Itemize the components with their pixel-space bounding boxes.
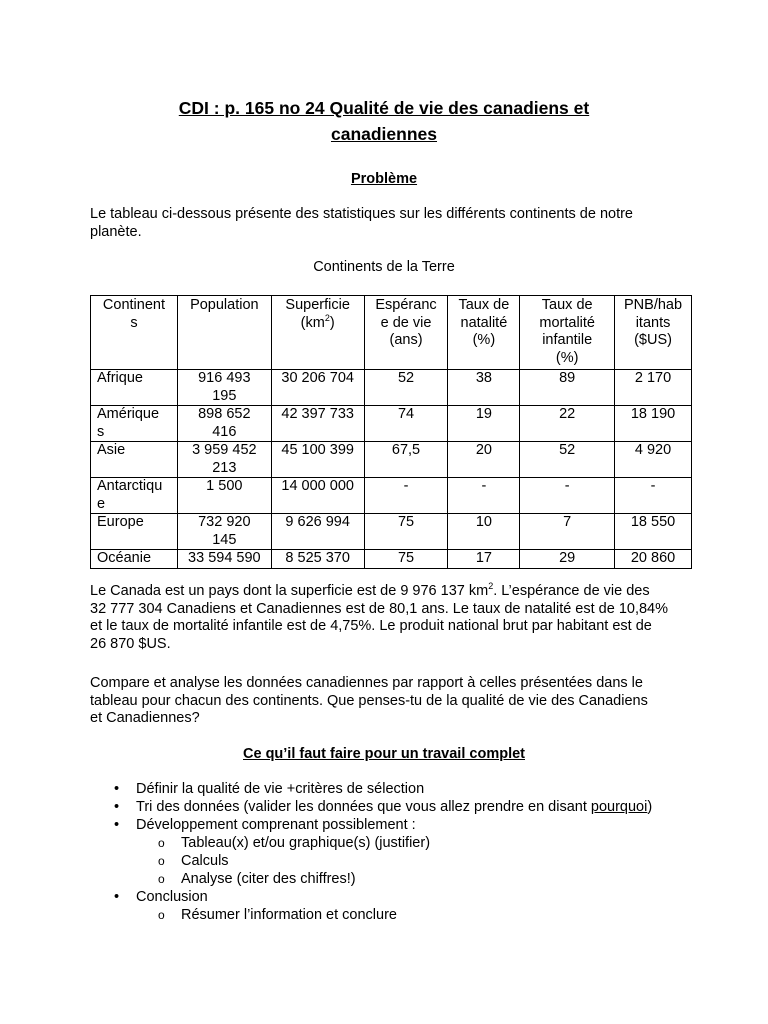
header-text: infantile: [542, 332, 593, 348]
cell-natalite: 10: [448, 514, 520, 550]
cell-continent: [91, 442, 178, 478]
cell-text: 416: [212, 423, 237, 440]
sub-list-item: [90, 834, 652, 852]
bullet-icon: •: [114, 781, 120, 797]
cell-mortalite: 22: [520, 406, 615, 442]
cell-continent: [91, 514, 178, 550]
cell-esperance: 75: [364, 550, 448, 569]
cell-text: Europe: [97, 514, 144, 530]
cell-mortalite: 89: [520, 370, 615, 406]
cell-text: 213: [212, 459, 237, 476]
table-row: [91, 442, 692, 478]
cell-pnb: 18 550: [615, 514, 692, 550]
cell-esperance: -: [364, 478, 448, 514]
header-text: itants: [635, 314, 671, 331]
cell-continent: [91, 406, 178, 442]
compare-line-3: et Canadiennes?: [90, 710, 200, 726]
list-item-text: Calculs: [181, 853, 229, 869]
cell-mortalite: 7: [520, 514, 615, 550]
table-row: [91, 478, 692, 514]
cell-pnb: -: [615, 478, 692, 514]
header-pnb: [615, 296, 692, 370]
cell-text: 916 493: [198, 370, 251, 386]
cell-esperance: 75: [364, 514, 448, 550]
sub-list-item: [90, 852, 652, 870]
bullet-icon: •: [114, 889, 120, 905]
header-text: mortalité: [539, 314, 595, 331]
list-item-text-end: ): [647, 799, 653, 815]
header-text: (ans): [389, 332, 423, 348]
header-text: Espéranc: [375, 297, 437, 313]
list-item-text: Résumer l’information et conclure: [181, 907, 397, 923]
cell-text: 1 500: [206, 478, 243, 494]
sub-list-item: [90, 870, 652, 888]
cell-text: Asie: [97, 442, 126, 458]
cell-pnb: 20 860: [615, 550, 692, 569]
cell-text: s: [97, 423, 105, 440]
header-text: ): [329, 314, 335, 331]
header-text: (%): [472, 332, 496, 348]
header-text: PNB/hab: [624, 297, 683, 313]
cell-text: e: [97, 495, 106, 512]
circle-bullet-icon: o: [158, 908, 165, 922]
intro-line-2: planète.: [90, 223, 142, 240]
cell-natalite: 38: [448, 370, 520, 406]
header-text: Population: [190, 297, 259, 313]
list-item: [90, 816, 652, 834]
cell-text: 732 920: [198, 514, 251, 530]
cell-superficie: 14 000 000: [271, 478, 364, 514]
header-text: Continent: [102, 297, 165, 313]
cell-mortalite: -: [520, 478, 615, 514]
cell-population: [177, 478, 271, 514]
list-item: [90, 888, 652, 906]
superscript-2: 2: [488, 581, 494, 592]
cell-text: 898 652: [198, 406, 251, 422]
cell-superficie: 9 626 994: [271, 514, 364, 550]
cell-text: 33 594 590: [188, 550, 261, 566]
list-item-text: Tri des données (valider les données que vous allez prendre en disant: [136, 799, 591, 815]
travail-heading: Ce qu’il faut faire pour un travail complet: [243, 746, 525, 762]
compare-line-2: tableau pour chacun des continents. Que penses-tu de la qualité de vie des Canadiens: [90, 692, 648, 709]
cell-text: 195: [212, 387, 237, 404]
cell-population: [177, 514, 271, 550]
table-row: [91, 514, 692, 550]
list-item-text: Tableau(x) et/ou graphique(s) (justifier): [181, 835, 431, 851]
header-text: e de vie: [380, 314, 432, 331]
list-item-text: Conclusion: [136, 889, 208, 905]
cell-text: 145: [212, 531, 237, 548]
cell-superficie: 45 100 399: [271, 442, 364, 478]
canada-paragraph: [90, 583, 690, 653]
probleme-heading: Problème: [350, 171, 418, 187]
table-row: [91, 370, 692, 406]
list-item: [90, 798, 652, 816]
cell-superficie: 42 397 733: [271, 406, 364, 442]
cell-esperance: 67,5: [364, 442, 448, 478]
title-line-1: CDI : p. 165 no 24 Qualité de vie des canadiens et: [178, 98, 590, 118]
superscript-2: 2: [324, 312, 330, 323]
document-title: [0, 95, 768, 147]
cell-natalite: 20: [448, 442, 520, 478]
bullet-icon: •: [114, 817, 120, 833]
cell-natalite: -: [448, 478, 520, 514]
circle-bullet-icon: o: [158, 836, 165, 850]
cell-population: [177, 442, 271, 478]
header-population: [177, 296, 271, 370]
cell-mortalite: 52: [520, 442, 615, 478]
canada-line-1-text: Le Canada est un pays dont la superficie est de 9 976 137 km: [90, 583, 489, 599]
cell-population: [177, 406, 271, 442]
header-natalite: [448, 296, 520, 370]
intro-line-1: Le tableau ci-dessous présente des statistiques sur les différents continents de notre: [90, 206, 633, 222]
list-item: [90, 780, 652, 798]
cell-pnb: 4 920: [615, 442, 692, 478]
cell-population: [177, 370, 271, 406]
canada-line-2: 32 777 304 Canadiens et Canadiennes est de 80,1 ans. Le taux de natalité est de 10,84%: [90, 600, 669, 617]
header-text: Taux de: [541, 297, 593, 313]
cell-natalite: 17: [448, 550, 520, 569]
bullet-icon: •: [114, 799, 120, 815]
cell-natalite: 19: [448, 406, 520, 442]
compare-paragraph: [90, 675, 690, 728]
cell-mortalite: 29: [520, 550, 615, 569]
canada-line-1: [90, 583, 690, 601]
cell-superficie: 8 525 370: [271, 550, 364, 569]
requirements-list: [90, 780, 652, 924]
circle-bullet-icon: o: [158, 872, 165, 886]
list-item-text: Définir la qualité de vie +critères de sélection: [136, 781, 425, 797]
cell-continent: [91, 550, 178, 569]
header-text: Taux de: [458, 297, 510, 313]
header-text: (km: [300, 314, 325, 331]
table-header-row: [91, 296, 692, 370]
cell-text: Amérique: [97, 406, 160, 422]
canada-line-1-text-end: . L’espérance de vie des: [493, 583, 650, 599]
header-text: natalité: [460, 314, 508, 331]
header-text: Superficie: [285, 297, 350, 313]
table-row: [91, 550, 692, 569]
cell-text: Antarctiqu: [97, 478, 163, 494]
cell-text: 3 959 452: [192, 442, 257, 458]
probleme-intro: [90, 206, 690, 241]
table-caption: Continents de la Terre: [313, 259, 455, 275]
header-mortalite: [520, 296, 615, 370]
header-text: s: [130, 314, 138, 331]
header-superficie: [271, 296, 364, 370]
header-text: ($US): [634, 332, 672, 348]
circle-bullet-icon: o: [158, 854, 165, 868]
compare-line-1: Compare et analyse les données canadiennes par rapport à celles présentées dans le: [90, 675, 643, 691]
cell-population: [177, 550, 271, 569]
cell-continent: [91, 370, 178, 406]
cell-continent: [91, 478, 178, 514]
cell-esperance: 74: [364, 406, 448, 442]
sub-list-item: [90, 906, 652, 924]
table-row: [91, 406, 692, 442]
list-item-text: Développement comprenant possiblement :: [136, 817, 416, 833]
cell-pnb: 2 170: [615, 370, 692, 406]
cell-superficie: 30 206 704: [271, 370, 364, 406]
continents-table: [90, 295, 692, 569]
header-esperance: [364, 296, 448, 370]
list-item-text: Analyse (citer des chiffres!): [181, 871, 356, 887]
cell-pnb: 18 190: [615, 406, 692, 442]
cell-text: Océanie: [97, 550, 152, 566]
cell-text: Afrique: [97, 370, 143, 386]
title-line-2: canadiennes: [330, 124, 438, 144]
cell-esperance: 52: [364, 370, 448, 406]
header-continents: [91, 296, 178, 370]
header-text: (%): [555, 349, 579, 366]
canada-line-3: et le taux de mortalité infantile est de 4,75%. Le produit national brut par habitant est de: [90, 618, 652, 634]
underlined-word: pourquoi: [590, 799, 648, 815]
canada-line-4: 26 870 $US.: [90, 635, 171, 652]
